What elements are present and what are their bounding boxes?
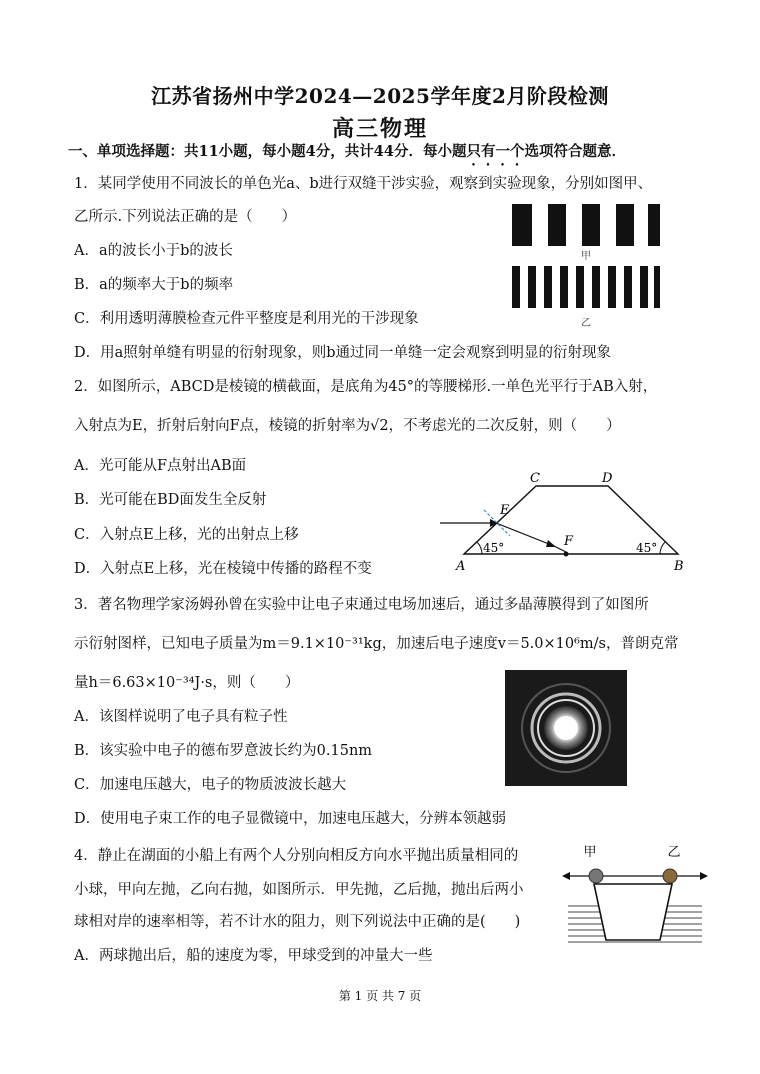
section-heading-tail: 选项符合题意． [524,143,626,160]
q3-diffraction-image [505,670,627,786]
q1-option-b: B．a的频率大于b的频率 [74,277,234,293]
boat-hull [594,884,672,940]
q1-stem-line1: 1．某同学使用不同波长的单色光a、b进行双缝干涉实验，观察到实验现象，分别如图甲、 [74,176,653,192]
q4-option-a: A．两球抛出后，船的速度为零，甲球受到的冲量大一些 [74,948,433,964]
q3-stem-line2: 示衍射图样，已知电子质量为m＝9.1×10⁻³¹kg，加速后电子速度v＝5.0×10⁶m/s，普朗克常 [74,636,679,652]
fringe-label-yi: 乙 [581,318,591,329]
label-d: D [602,471,613,486]
fringe-pattern-yi [512,266,660,308]
label-f: F [564,534,574,549]
boat-label-jia: 甲 [583,845,597,860]
label-e: E [500,503,510,518]
q3-stem-line1: 3．著名物理学家汤姆孙曾在实验中让电子束通过电场加速后，通过多晶薄膜得到了如图所 [74,597,649,613]
label-c: C [530,471,540,486]
q3-stem-line3: 量h＝6.63×10⁻³⁴J·s，则（ ） [74,675,300,691]
fringe-pattern-jia [512,204,660,246]
q4-stem-line2: 小球，甲向左抛，乙向右抛，如图所示．甲先抛，乙后抛，抛出后两小 [74,882,524,898]
label-b: B [674,559,684,574]
q2-prism-figure [438,472,688,582]
right-arrow-icon [700,872,708,880]
q3-option-d: D．使用电子束工作的电子显微镜中，加速电压越大，分辨本领越弱 [74,811,507,827]
q3-option-b: B．该实验中电子的德布罗意波长约为0.15nm [74,743,373,759]
exam-title: 江苏省扬州中学2024—2025学年度2月阶段检测 [151,84,609,108]
q3-option-a: A．该图样说明了电子具有粒子性 [74,709,288,725]
angle-left-label: 45° [483,541,505,555]
q4-boat-figure [560,842,710,952]
q2-option-c: C．入射点E上移，光的出射点上移 [74,527,299,543]
q2-option-b: B．光可能在BD面发生全反射 [74,492,267,508]
q1-option-c: C．利用透明薄膜检查元件平整度是利用光的干涉现象 [74,311,419,327]
q3-option-c: C．加速电压越大，电子的物质波波长越大 [74,777,347,793]
section-heading [68,142,626,169]
exam-subtitle: 高三物理 [331,116,428,142]
q2-option-d: D．入射点E上移，光在棱镜中传播的路程不变 [74,561,372,577]
fringe-label-jia: 甲 [581,251,591,262]
angle-right-label: 45° [636,541,658,555]
refracted-ray [496,523,554,546]
q4-stem-line3: 球相对岸的速率相等，若不计水的阻力，则下列说法中正确的是( ) [74,914,521,930]
angle-arc-right [660,542,665,554]
ball-jia [589,869,603,883]
label-a: A [456,559,466,574]
page-footer: 第 1 页 共 7 页 [338,989,422,1003]
q1-stem-line2: 乙所示.下列说法正确的是（ ） [74,209,297,225]
q2-stem-line2: 入射点为E，折射后射向F点，棱镜的折射率为√2，不考虑光的二次反射，则（ ） [74,418,621,434]
q1-option-a: A．a的波长小于b的波长 [74,243,233,259]
q4-stem-line1: 4．静止在湖面的小船上有两个人分别向相反方向水平抛出质量相同的 [74,848,519,864]
q1-option-d: D．用a照射单缝有明显的衍射现象，则b通过同一单缝一定会观察到明显的衍射现象 [74,345,612,361]
q1-fringe-figure [512,204,662,334]
q2-stem-line1: 2．如图所示，ABCD是棱镜的横截面，是底角为45°的等腰梯形.一单色光平行于AB入射， [74,379,658,395]
point-f-dot [564,552,569,557]
boat-label-yi: 乙 [667,845,681,860]
ball-yi [663,869,677,883]
angle-arc-left [477,542,482,554]
q2-option-a: A．光可能从F点射出AB面 [74,458,247,474]
section-heading-emphasis: 只有一个 [466,143,525,160]
left-arrow-icon [562,872,570,880]
section-heading-main: 一、单项选择题：共11小题，每小题4分，共计44分．每小题 [68,143,467,160]
